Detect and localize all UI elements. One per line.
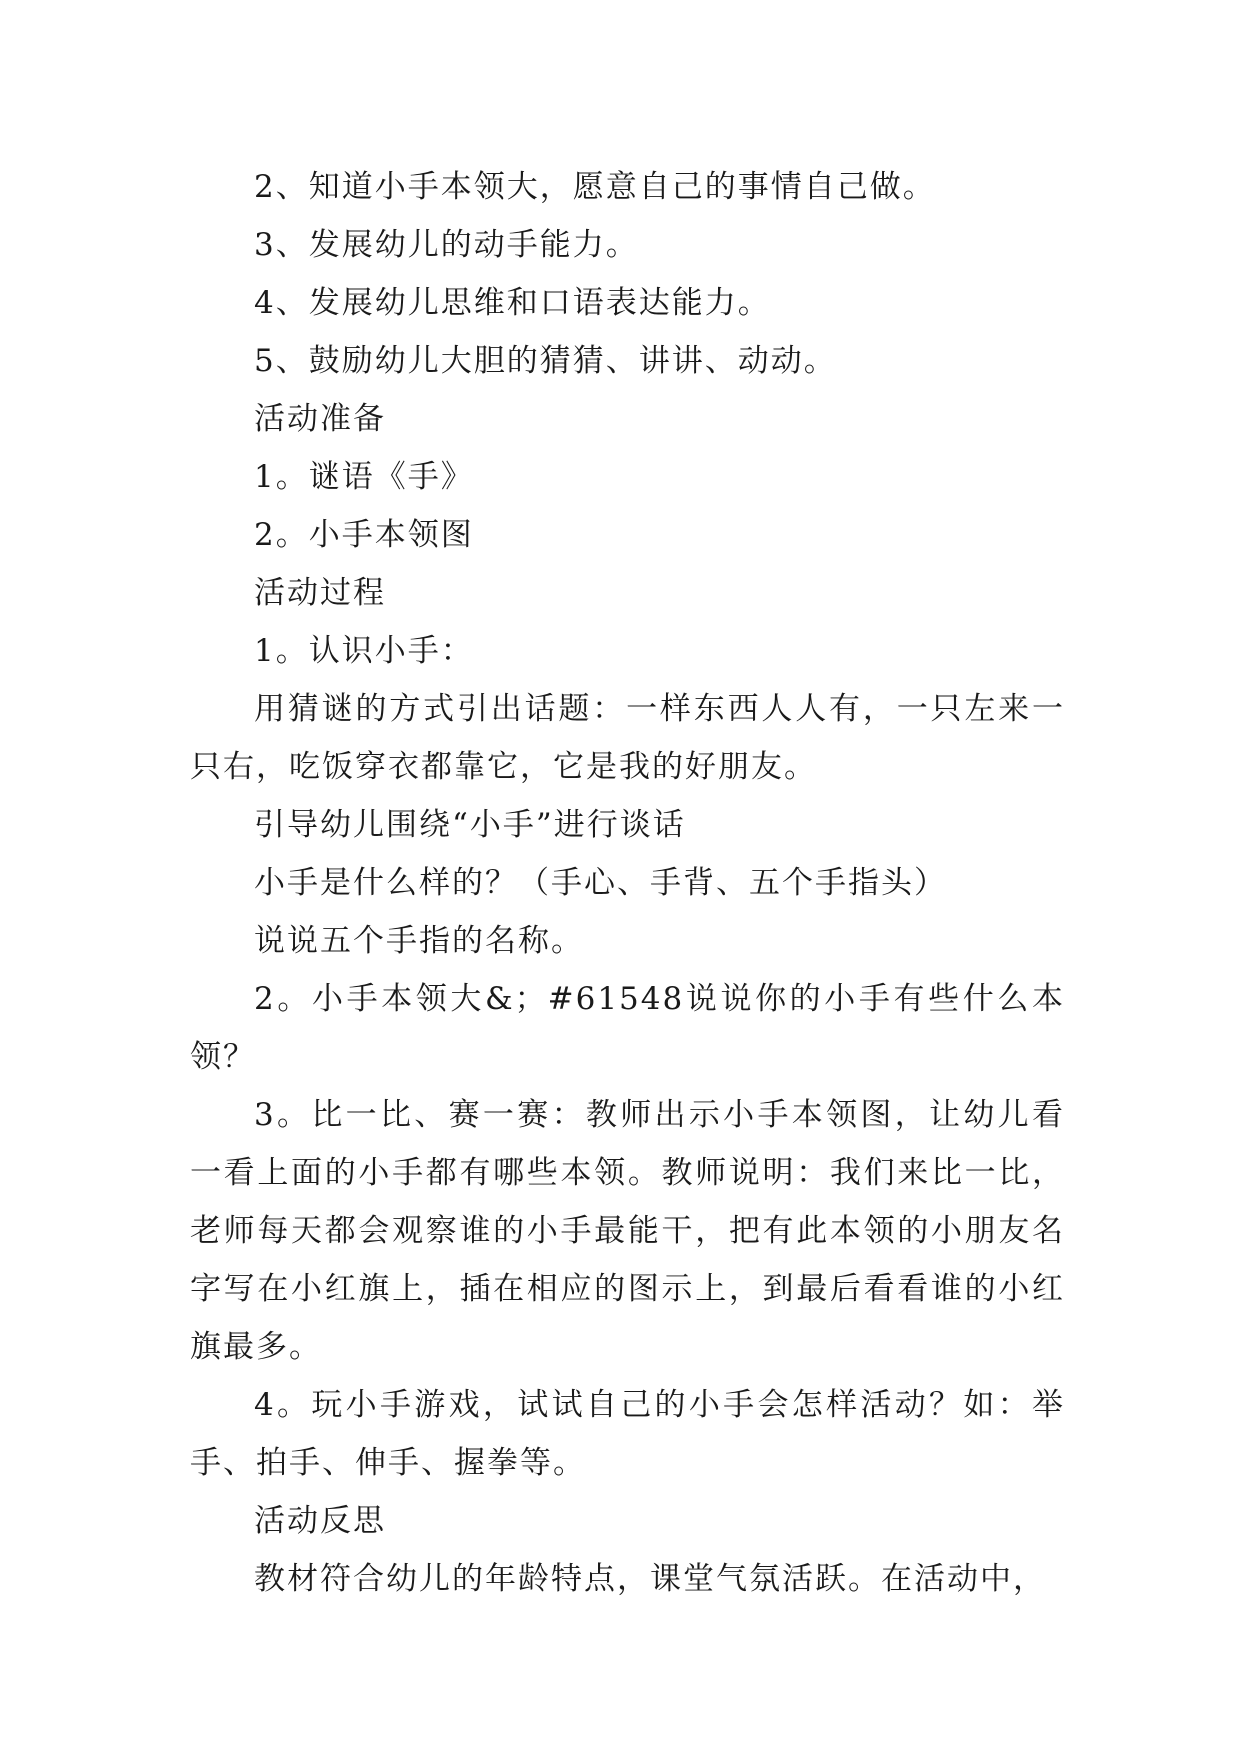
goal-item-4: 4、发展幼儿思维和口语表达能力。 xyxy=(254,285,771,321)
process-step-1: 1。认识小手： xyxy=(254,633,474,669)
guide-talk-paragraph: 引导幼儿围绕“小手”进行谈话 xyxy=(254,807,686,843)
goal-item-5: 5、鼓励幼儿大胆的猜猜、讲讲、动动。 xyxy=(254,343,837,379)
section-heading-preparation: 活动准备 xyxy=(254,401,386,437)
goal-item-3: 3、发展幼儿的动手能力。 xyxy=(254,227,639,263)
goal-item-2: 2、知道小手本领大，愿意自己的事情自己做。 xyxy=(254,169,936,205)
process-step-2: 2。小手本领大&；#61548说说你的小手有些什么本领？ xyxy=(190,981,1065,1075)
process-step-3: 3。比一比、赛一赛：教师出示小手本领图，让幼儿看一看上面的小手都有哪些本领。教师说明：我们来比一比，老师每天都会观察谁的小手最能干，把有此本领的小朋友名字写在小红旗上，插在相应的图示上，到最后看看谁的小红旗最多。 xyxy=(190,1097,1065,1365)
process-step-4: 4。玩小手游戏，试试自己的小手会怎样活动？如：举手、拍手、伸手、握拳等。 xyxy=(190,1387,1065,1481)
preparation-item-1: 1。谜语《手》 xyxy=(254,459,474,495)
section-heading-reflection: 活动反思 xyxy=(254,1503,386,1539)
reflection-paragraph: 教材符合幼儿的年龄特点，课堂气氛活跃。在活动中， xyxy=(254,1561,1046,1597)
preparation-item-2: 2。小手本领图 xyxy=(254,517,474,553)
finger-names-paragraph: 说说五个手指的名称。 xyxy=(254,923,584,959)
hand-question-paragraph: 小手是什么样的？（手心、手背、五个手指头） xyxy=(254,865,947,901)
section-heading-process: 活动过程 xyxy=(254,575,386,611)
document-body xyxy=(190,158,1065,1608)
riddle-paragraph: 用猜谜的方式引出话题：一样东西人人有，一只左来一只右，吃饭穿衣都靠它，它是我的好朋友。 xyxy=(190,691,1065,785)
